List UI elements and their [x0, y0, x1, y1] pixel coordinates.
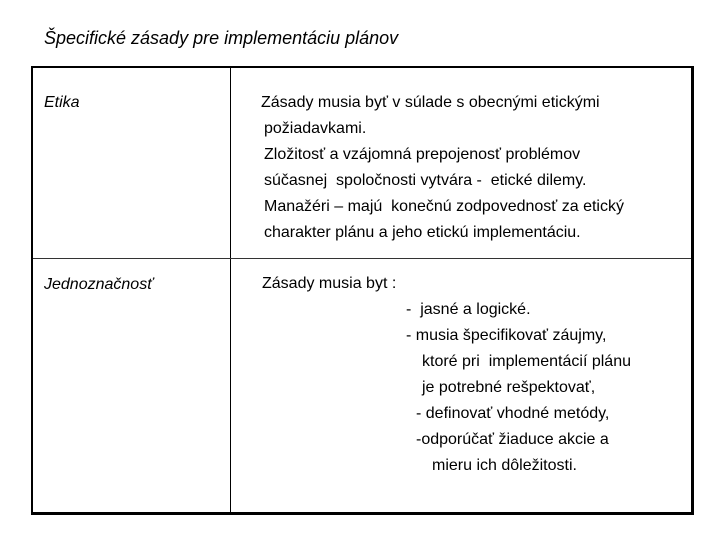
row-divider — [33, 258, 691, 259]
etika-line: súčasnej spoločnosti vytvára - etické dilemy. — [264, 172, 587, 189]
jednoznacnost-line: je potrebné rešpektovať, — [422, 379, 596, 396]
row-label-jednoznacnost: Jednoznačnosť — [44, 276, 153, 293]
jednoznacnost-line: - definovať vhodné metódy, — [416, 405, 610, 422]
etika-line: Manažéri – majú konečnú zodpovednosť za etický — [264, 198, 624, 215]
jednoznacnost-line: ktoré pri implementácií plánu — [422, 353, 631, 370]
page-title: Špecifické zásady pre implementáciu plánov — [44, 28, 399, 48]
etika-line: Zásady musia byť v súlade s obecnými etickými — [261, 94, 600, 111]
row-label-etika: Etika — [44, 94, 80, 111]
jednoznacnost-line: -odporúčať žiaduce akcie a — [416, 431, 609, 448]
jednoznacnost-line: - musia špecifikovať záujmy, — [406, 327, 607, 344]
etika-line: Zložitosť a vzájomná prepojenosť problémov — [264, 146, 581, 163]
etika-line: požiadavkami. — [264, 120, 367, 137]
jednoznacnost-line: Zásady musia byt : — [262, 275, 397, 292]
jednoznacnost-line: mieru ich dôležitosti. — [432, 457, 577, 474]
etika-line: charakter plánu a jeho etickú implementáciu. — [264, 224, 581, 241]
jednoznacnost-line: - jasné a logické. — [406, 301, 531, 318]
column-divider — [230, 68, 231, 512]
content-table — [31, 66, 694, 515]
